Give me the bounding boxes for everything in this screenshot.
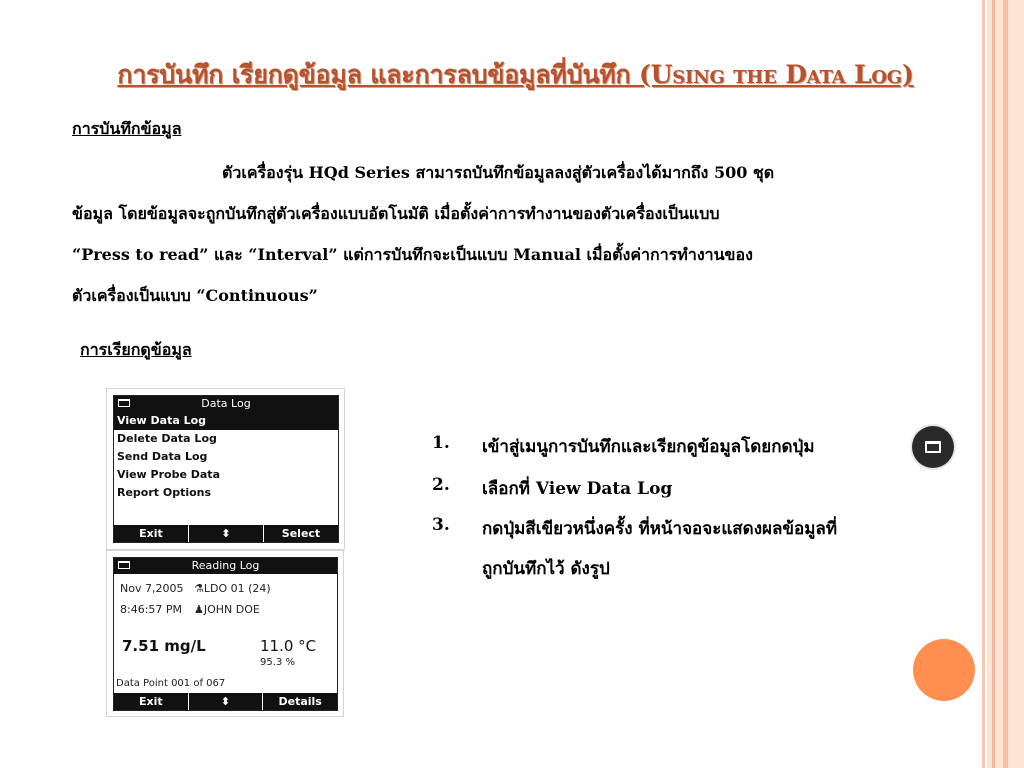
menu-item-delete-data-log[interactable]: Delete Data Log	[117, 432, 217, 445]
lcd-title: Data Log	[201, 397, 251, 410]
folder-icon	[925, 441, 941, 453]
decor-stripe	[1003, 0, 1008, 768]
data-log-lcd	[113, 395, 339, 543]
decor-circle	[913, 639, 975, 701]
title-english: (Using the Data Log)	[639, 60, 914, 89]
reading-time: 8:46:57 PM	[120, 603, 183, 616]
user-info	[194, 603, 260, 616]
title-thai: การบันทึก เรียกดูข้อมูล และการลบข้อมูลที่บันทึก	[117, 60, 631, 89]
lcd-title: Reading Log	[191, 559, 260, 572]
step-text: ถูกบันทึกไว้ ดังรูป	[482, 559, 610, 579]
reading-date: Nov 7,2005	[120, 582, 184, 595]
section-heading-record: การบันทึกข้อมูล	[72, 119, 182, 138]
probe-info	[194, 582, 271, 595]
user-name: JOHN DOE	[203, 603, 260, 616]
step-text: กดปุ่มสีเขียวหนึ่งครั้ง ที่หน้าจอจะแสดงผลข้อมูลที่	[482, 519, 838, 539]
step-number: 1.	[432, 433, 450, 453]
lcd-footer	[114, 525, 338, 542]
exit-softkey[interactable]: Exit	[139, 527, 163, 540]
person-icon: ♟	[194, 603, 204, 616]
probe-icon: ⚗	[194, 582, 204, 595]
reading-temperature: 11.0 °C	[260, 637, 317, 655]
lcd-title-bar	[114, 558, 337, 574]
reading-log-screen	[106, 550, 344, 717]
data-point-counter: Data Point 001 of 067	[116, 678, 226, 689]
menu-item-view-probe-data[interactable]: View Probe Data	[117, 468, 220, 481]
decor-stripe	[982, 0, 985, 768]
data-log-screen	[106, 388, 345, 550]
probe-id: LDO 01 (24)	[203, 582, 271, 595]
data-log-button	[912, 426, 954, 468]
section-paragraph	[72, 152, 952, 316]
slide-title	[58, 55, 973, 95]
details-softkey[interactable]: Details	[262, 693, 337, 710]
step-number: 3.	[432, 515, 450, 535]
paragraph-line: ข้อมูล โดยข้อมูลจะถูกบันทึกสู่ตัวเครื่องแบบอัตโนมัติ เมื่อตั้งค่าการทำงานของตัวเครื่องเป็นแบบ	[72, 204, 720, 223]
updown-arrow-icon[interactable]: ⬍	[188, 525, 263, 542]
folder-icon	[118, 561, 130, 569]
menu-item-view-data-log[interactable]: View Data Log	[114, 412, 338, 430]
paragraph-line: “Press to read” และ “Interval” แต่การบันทึกจะเป็นแบบ Manual เมื่อตั้งค่าการทำงานของ	[72, 245, 753, 264]
folder-icon	[118, 399, 130, 407]
step-number: 2.	[432, 475, 450, 495]
reading-saturation: 95.3 %	[260, 657, 295, 668]
select-softkey[interactable]: Select	[263, 525, 338, 542]
decor-stripe	[992, 0, 995, 768]
reading-value: 7.51 mg/L	[122, 637, 206, 655]
step-text: เลือกที่ View Data Log	[482, 479, 673, 499]
lcd-title-bar	[114, 396, 338, 412]
lcd-footer	[114, 693, 337, 710]
section-heading-view: การเรียกดูข้อมูล	[80, 340, 192, 359]
updown-arrow-icon[interactable]: ⬍	[188, 693, 263, 710]
reading-log-lcd	[113, 557, 338, 711]
exit-softkey[interactable]: Exit	[139, 695, 163, 708]
paragraph-line: ตัวเครื่องรุ่น HQd Series สามารถบันทึกข้อมูลลงสู่ตัวเครื่องได้มากถึง 500 ชุด	[222, 163, 775, 182]
step-text: เข้าสู่เมนูการบันทึกและเรียกดูข้อมูลโดยกดปุ่ม	[482, 437, 815, 457]
paragraph-line: ตัวเครื่องเป็นแบบ “Continuous”	[72, 286, 318, 305]
menu-item-send-data-log[interactable]: Send Data Log	[117, 450, 208, 463]
menu-item-report-options[interactable]: Report Options	[117, 486, 212, 499]
